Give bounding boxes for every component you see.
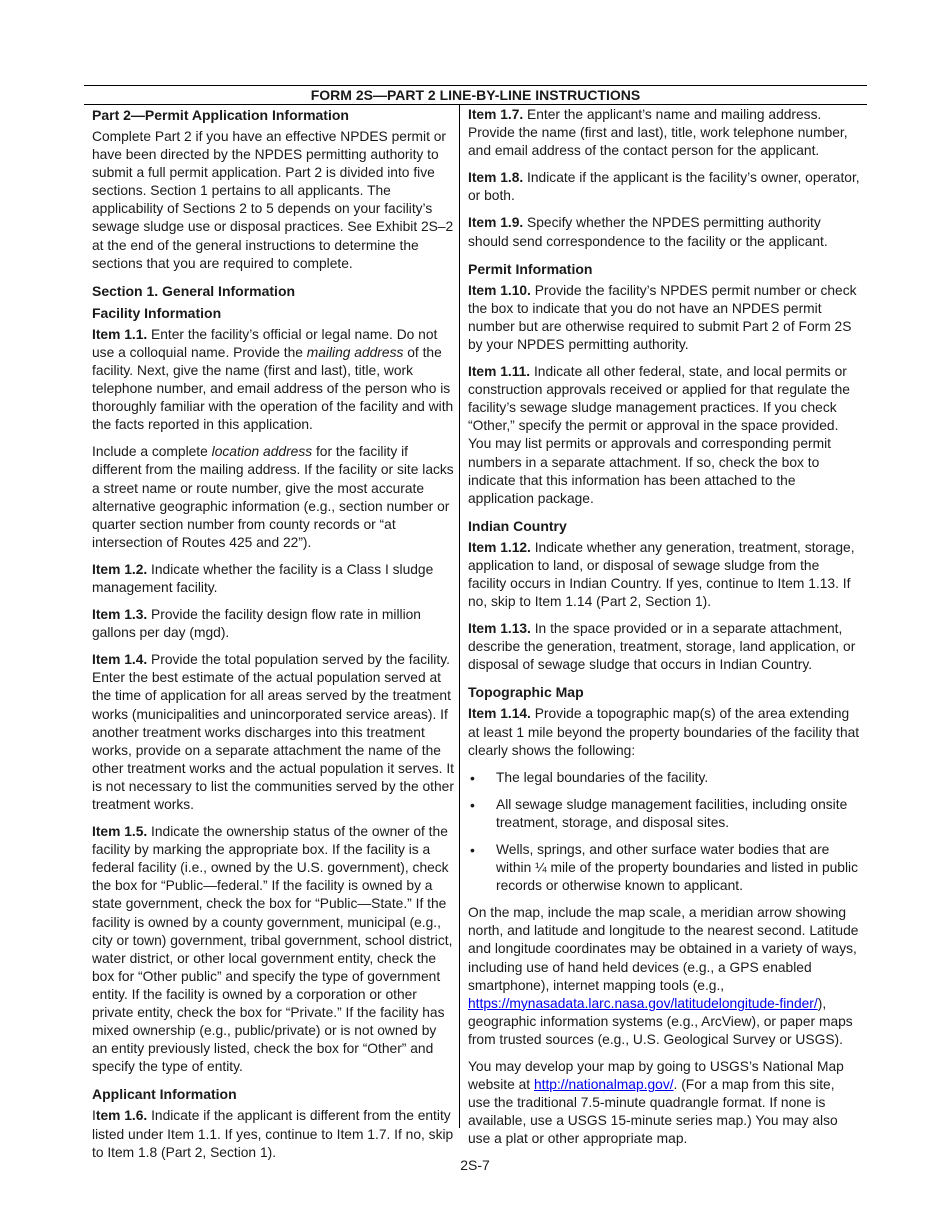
- item-text: Enter the applicant’s name and mailing address. Provide the name (first and last), title, work telephone number, and email address of the contact person for the applicant.: [468, 107, 848, 159]
- item-label: Item 1.12.: [468, 539, 531, 555]
- paragraph-text: ), geographic information systems (e.g., ArcView), or paper maps from trusted sources (e.g., U.S. Geological Survey or USGS).: [468, 995, 853, 1047]
- location-address-paragraph: [92, 443, 454, 552]
- paragraph-text: . (For a map from this site, use the traditional 7.5-minute quadrangle format. If none is available, use a USGS 15-minute series map.) You may also use a plat or other appropriate map.: [468, 1077, 838, 1147]
- item-1-2: [92, 561, 454, 597]
- item-label: Item 1.13.: [468, 621, 531, 637]
- item-label: Item 1.11.: [468, 364, 531, 380]
- bullet-icon: •: [470, 796, 475, 813]
- subsection-heading-applicant: Applicant Information: [92, 1086, 237, 1103]
- paragraph-text: for the facility if different from the mailing address. If the facility or site lacks a street name or route number, give the most accurate alternative geographic information (e.g., section number or quarter section number from county records or “at intersection of Routes 425 and 22”).: [92, 444, 454, 550]
- item-1-9: [468, 214, 860, 250]
- subsection-heading-indian-country: Indian Country: [468, 517, 567, 534]
- item-1-1: [92, 326, 454, 435]
- item-label: Item 1.7.: [468, 107, 524, 122]
- left-column: [92, 106, 454, 1171]
- item-text: of the facility. Next, give the name (first and last), title, work telephone number, and email address of the person who is thoroughly familiar with the operation of the facility and with the facts reported in this application.: [92, 344, 454, 433]
- item-text: Provide the facility’s NPDES permit number or check the box to indicate that you do not have an NPDES permit number but are otherwise required to submit Part 2 of Form 2S by your NPDES permitting authority.: [468, 282, 857, 352]
- column-divider: [459, 104, 460, 1128]
- right-column: [468, 106, 860, 1158]
- item-label: Item 1.14.: [468, 706, 531, 722]
- item-1-11: [468, 363, 860, 508]
- item-text: Indicate if the applicant is the facility’s owner, operator, or both.: [468, 170, 860, 204]
- item-1-13: [468, 620, 860, 674]
- item-label: Item 1.1.: [92, 326, 148, 342]
- item-label: Item 1.10.: [468, 282, 531, 298]
- paragraph-text: Include a complete: [92, 444, 212, 460]
- list-item-text: All sewage sludge management facilities, including onsite treatment, storage, and disposal sites.: [496, 796, 848, 830]
- list-item-text: The legal boundaries of the facility.: [496, 769, 709, 785]
- bullet-icon: •: [470, 842, 475, 858]
- item-label: Item 1.2.: [92, 561, 148, 577]
- item-1-12: [468, 539, 860, 611]
- item-1-10: [468, 282, 860, 354]
- list-item: [468, 796, 860, 832]
- map-requirements-list: [468, 769, 860, 896]
- paragraph-emphasis: location address: [211, 444, 313, 460]
- section-heading: Section 1. General Information: [92, 282, 296, 299]
- item-text: In the space provided or in a separate attachment, describe the generation, treatment, storage, land application, or disposal of sewage sludge that occurs in Indian Country.: [468, 621, 856, 673]
- item-text: Indicate whether the facility is a Class I sludge management facility.: [92, 561, 434, 595]
- item-text: Specify whether the NPDES permitting authority should send correspondence to the facility or the applicant.: [468, 215, 828, 249]
- item-label-prefix: I: [92, 1108, 96, 1124]
- item-emphasis: mailing address: [306, 344, 404, 360]
- item-1-5: [92, 823, 454, 1076]
- paragraph-text: On the map, include the map scale, a meridian arrow showing north, and latitude and longitude to the nearest second. Latitude and longitude coordinates may be obtained in a variety of ways, including use of hand held devices (e.g., a GPS enabled smartphone), internet mapping tools (e.g.,: [468, 905, 859, 993]
- item-text: Indicate whether any generation, treatment, storage, application to land, or disposal of sewage sludge from the facility occurs in Indian Country. If yes, continue to Item 1.13. If no, skip to Item 1.14 (Part 2, Section 1).: [468, 539, 855, 610]
- item-label: Item 1.9.: [468, 215, 524, 231]
- item-text: Indicate the ownership status of the owner of the facility by marking the appropriate box. If the facility is a federal facility (i.e., owned by the U.S. government), check the box for “Public—federal.” If the facility is owned by a state government, check the box for “Public—State.” If the facility is owned by a county government, municipal (e.g., city or town) government, tribal government, school district, water district, or other local government entity, check the box for “Other public” and specify the type of government entity. If the facility is owned by a corporation or other private entity, check the box for “Private.” If the facility has mixed ownership (e.g., public/private) or is not owned by an entity previously listed, check the box for “Other” and specify the type of entity.: [92, 824, 453, 1075]
- bullet-icon: •: [470, 769, 475, 786]
- list-item-text: Wells, springs, and other surface water bodies that are within ¼ mile of the property boundaries and listed in public records or otherwise known to applicant.: [496, 842, 858, 894]
- subsection-heading-topographic-map: Topographic Map: [468, 684, 584, 701]
- list-item: [468, 769, 860, 787]
- map-details-paragraph: [468, 904, 860, 1049]
- usgs-paragraph: [468, 1058, 860, 1148]
- page-title: FORM 2S—PART 2 LINE-BY-LINE INSTRUCTIONS: [84, 85, 867, 105]
- item-1-8: [468, 169, 860, 205]
- item-1-6: [92, 1107, 454, 1161]
- national-map-link[interactable]: http://nationalmap.gov/: [533, 1077, 674, 1093]
- item-label: Item 1.8.: [468, 170, 524, 186]
- item-label: Item 1.5.: [92, 824, 148, 840]
- item-1-7: [468, 106, 860, 160]
- page-number: 2S-7: [460, 1157, 490, 1173]
- paragraph-text: You may develop your map by going to USGS’s National Map website at: [468, 1059, 844, 1093]
- part-intro: Complete Part 2 if you have an effective NPDES permit or have been directed by the NPDES permitting authority to submit a full permit application. Part 2 is divided into five sections. Section 1 pertains to all applicants. The applicability of Sections 2 to 5 depends on your facility’s sewage sludge use or disposal practices. See Exhibit 2S–2 at the end of the general instructions to determine the sections that you are required to complete.: [92, 129, 454, 271]
- item-text: Provide a topographic map(s) of the area extending at least 1 mile beyond the property boundaries of the facility that clearly shows the following:: [468, 706, 860, 758]
- subsection-heading-permit: Permit Information: [468, 260, 593, 277]
- item-1-14: [468, 705, 860, 759]
- item-label: Item 1.4.: [92, 652, 148, 668]
- item-text: Provide the facility design flow rate in million gallons per day (mgd).: [92, 607, 421, 641]
- item-text: Indicate all other federal, state, and local permits or construction approvals received or applied for that regulate the facility’s sewage sludge management practices. If you check “Other,” specify the permit or approval in the space provided. You may list permits or approvals and corresponding permit numbers in a separate attachment. If so, check the box to indicate that this information has been attached to the application package.: [468, 364, 850, 506]
- list-item: [468, 841, 860, 895]
- item-text: Enter the facility’s official or legal name. Do not use a colloquial name. Provide the: [92, 326, 438, 360]
- item-label: Item 1.3.: [92, 607, 148, 623]
- item-1-4: [92, 651, 454, 814]
- item-text: Provide the total population served by the facility. Enter the best estimate of the actual population served at the time of application for all areas served by the treatment works (municipalities and unincorporated service areas). If another treatment works discharges into this treatment works, provide on a separate attachment the name of the other treatment works and the actual population it serves. It is not necessary to list the communities served by the other treatment works.: [92, 652, 454, 812]
- part-heading: Part 2—Permit Application Information: [92, 107, 349, 123]
- item-label: tem 1.6.: [95, 1108, 148, 1124]
- item-text: Indicate if the applicant is different from the entity listed under Item 1.1. If yes, continue to Item 1.7. If no, skip to Item 1.8 (Part 2, Section 1).: [92, 1108, 454, 1160]
- latitude-longitude-finder-link[interactable]: https://mynasadata.larc.nasa.gov/latitudelongitude-finder/: [468, 995, 818, 1011]
- item-1-3: [92, 606, 454, 642]
- subsection-heading-facility: Facility Information: [92, 304, 222, 321]
